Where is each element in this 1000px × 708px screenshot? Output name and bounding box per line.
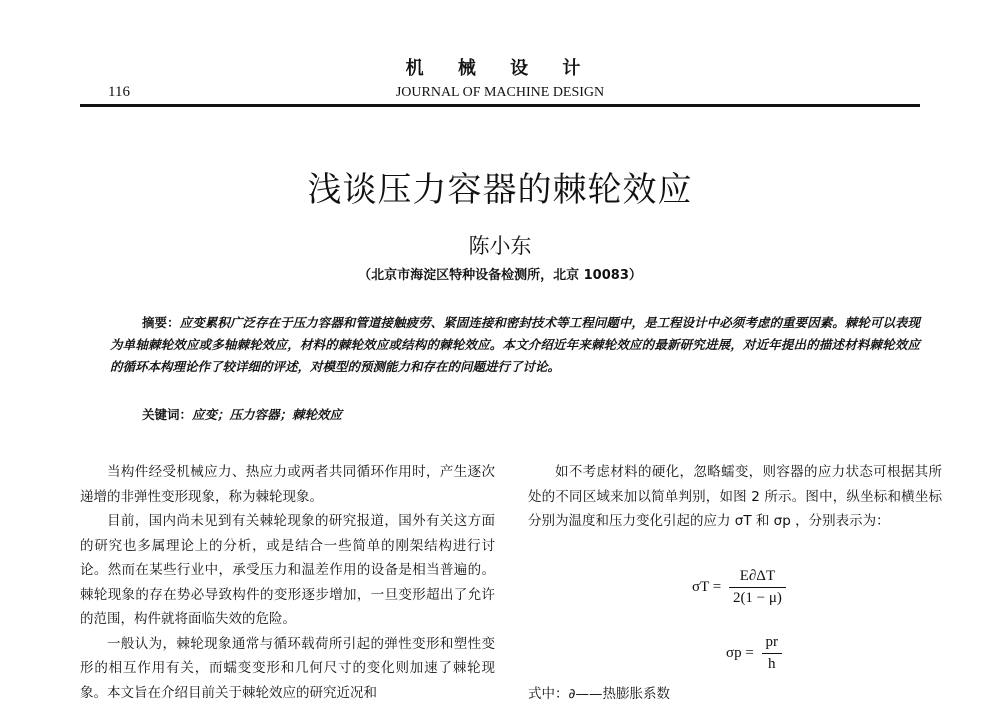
body-paragraph: 一般认为，棘轮现象通常与循环载荷所引起的弹性变形和塑性变形的相互作用有关，而蠕变变形和几何尺寸的变化则加速了棘轮现象。本文旨在介绍目前关于棘轮效应的研究近况和 bbox=[80, 635, 495, 701]
author-name: 陈小东 bbox=[468, 234, 532, 258]
journal-title-en: JOURNAL OF MACHINE DESIGN bbox=[395, 85, 605, 100]
abstract-text: 应变累积广泛存在于压力容器和管道接触疲劳、紧固连接和密封技术等工程问题中，是工程设计中必须考虑的重要因素。棘轮可以表现为单轴棘轮效应或多轴棘轮效应，材料的棘轮效应或结构的棘轮效应。本文介绍近年来棘轮效应的最新研究进展，对近年提出的描述材料棘轮效应的循环本构理论作了较详细的评述，对模型的预测能力和存在的问题进行了讨论。 bbox=[110, 315, 920, 374]
formula-numerator: pr bbox=[762, 634, 783, 654]
keywords-text: 应变；压力容器；棘轮效应 bbox=[192, 407, 343, 422]
keywords-label: 关键词： bbox=[142, 407, 193, 422]
formula-fraction bbox=[729, 568, 786, 607]
formula-lhs: σp = bbox=[726, 644, 754, 661]
keywords bbox=[110, 404, 920, 426]
body-paragraph: 如不考虑材料的硬化，忽略蠕变，则容器的应力状态可根据其所处的不同区域来加以简单判别，如图 2 所示。图中，纵坐标和横坐标分别为温度和压力变化引起的应力 σT 和 σp ，分别表示为： bbox=[528, 464, 942, 529]
formula-fraction bbox=[762, 634, 783, 673]
body-left-column bbox=[80, 460, 495, 705]
journal-title-cn: 机 械 设 计 bbox=[405, 58, 595, 79]
formula-numerator: E∂ΔT bbox=[729, 568, 786, 588]
where-text: ∂——热膨胀系数 bbox=[568, 686, 670, 702]
page-number: 116 bbox=[108, 84, 130, 100]
where-label: 式中： bbox=[528, 686, 569, 702]
formula-denominator: 2(1 − μ) bbox=[732, 590, 782, 606]
author-affiliation: （北京市海淀区特种设备检测所，北京 10083） bbox=[358, 268, 642, 283]
header-rule bbox=[80, 104, 920, 107]
article-title: 浅谈压力容器的棘轮效应 bbox=[307, 170, 693, 210]
abstract-label: 摘要： bbox=[142, 315, 180, 330]
abstract bbox=[110, 312, 920, 378]
body-paragraph: 目前，国内尚未见到有关棘轮现象的研究报道，国外有关这方面的研究也多属理论上的分析，或是结合一些简单的刚架结构进行讨论。然而在某些行业中，承受压力和温差作用的设备是相当普遍的。棘轮现象的存在势必导致构件的变形逐步增加，一旦变形超出了允许的范围，构件就将面临失效的危险。 bbox=[80, 513, 495, 627]
formula-denominator: h bbox=[768, 656, 776, 672]
body-right-column bbox=[528, 460, 942, 534]
formula-lhs: σT = bbox=[692, 578, 722, 595]
formula-sigma-t bbox=[692, 568, 786, 607]
body-paragraph: 当构件经受机械应力、热应力或两者共同循环作用时，产生逐次递增的非弹性变形现象，称为棘轮现象。 bbox=[80, 464, 495, 505]
formula-sigma-p bbox=[726, 634, 782, 673]
symbol-definition bbox=[528, 682, 670, 702]
